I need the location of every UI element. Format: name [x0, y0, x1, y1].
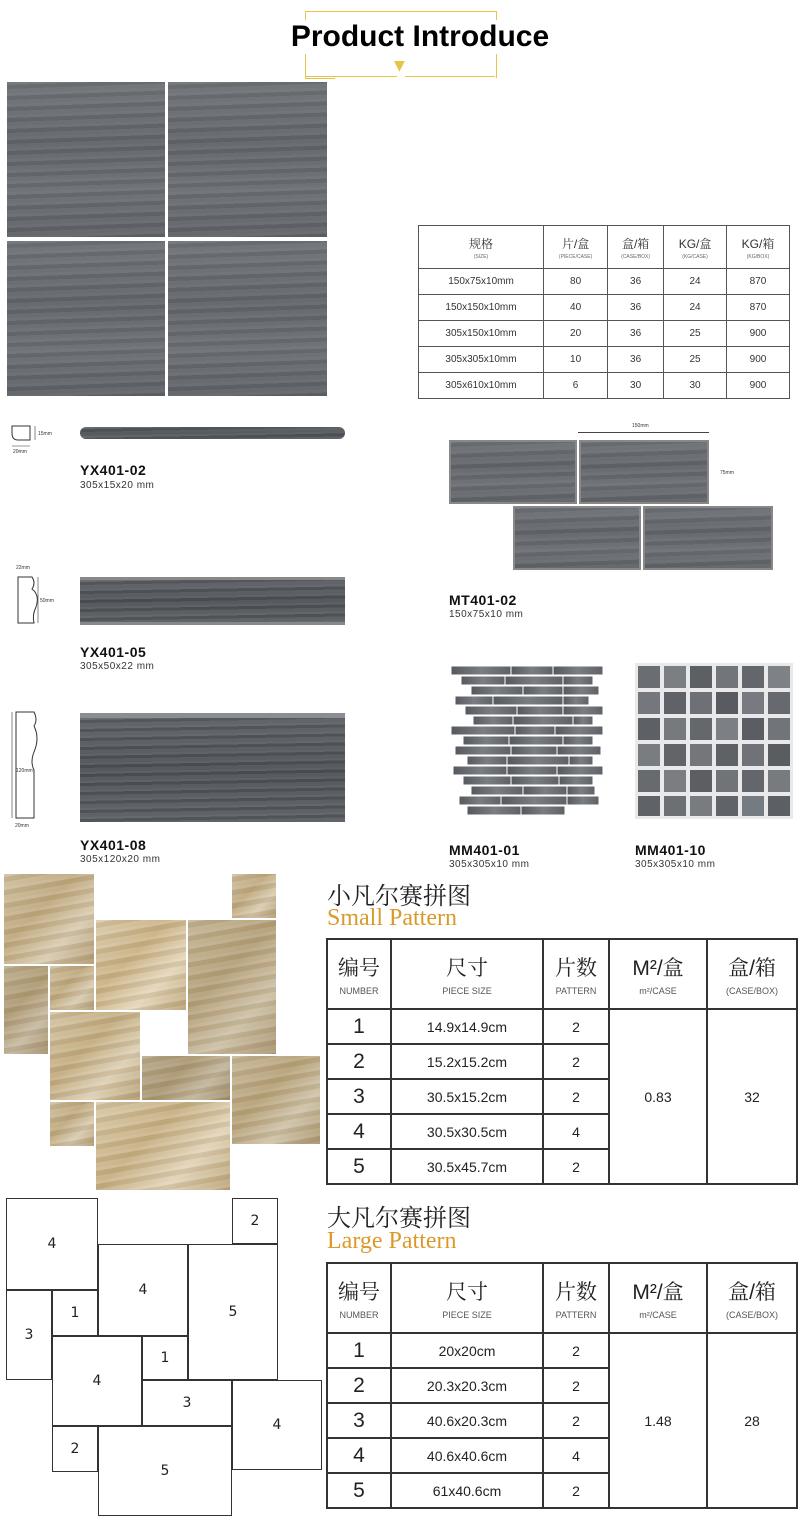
product-code: MT401-02	[449, 592, 517, 608]
tile-image	[168, 241, 327, 396]
table-row	[419, 295, 790, 321]
table-cell: 2	[543, 1079, 609, 1114]
table-cell: 30.5x15.2cm	[391, 1079, 543, 1114]
table-cell: 2	[543, 1009, 609, 1044]
table-cell: 30.5x30.5cm	[391, 1114, 543, 1149]
table-header: M²/盒 m²/CASE	[609, 1263, 707, 1333]
tile-image	[643, 506, 773, 570]
mosaic-image	[635, 663, 793, 819]
dimension-label: 22mm	[16, 565, 30, 571]
table-row	[419, 347, 790, 373]
table-cell: 2	[543, 1149, 609, 1184]
molding-image	[80, 427, 345, 439]
product-size: 305x305x10 mm	[449, 859, 530, 870]
table-cell: 20	[544, 321, 608, 347]
table-cell: 1	[327, 1333, 391, 1368]
large-pattern-title-en: Large Pattern	[327, 1228, 457, 1254]
table-cell: 305x150x10mm	[419, 321, 544, 347]
molding-image	[80, 713, 345, 822]
table-cell: 4	[543, 1438, 609, 1473]
chevron-down-icon: ▼	[394, 58, 405, 74]
layout-piece: 4	[6, 1198, 98, 1290]
layout-piece: 3	[142, 1380, 232, 1426]
layout-piece: 3	[6, 1290, 52, 1380]
product-code: YX401-05	[80, 644, 147, 660]
table-header: 片数 PATTERN	[543, 1263, 609, 1333]
layout-piece: 4	[232, 1380, 322, 1470]
table-cell: 40.6x40.6cm	[391, 1438, 543, 1473]
table-header: 片数 PATTERN	[543, 939, 609, 1009]
table-header: 盒/箱 (CASE/BOX)	[608, 226, 664, 269]
table-header: KG/盒 (KG/CASE)	[664, 226, 727, 269]
table-cell: 28	[707, 1333, 797, 1508]
table-cell: 2	[327, 1044, 391, 1079]
table-cell: 80	[544, 269, 608, 295]
tile-image	[7, 241, 165, 396]
table-row	[327, 1009, 797, 1044]
table-cell: 150x150x10mm	[419, 295, 544, 321]
table-cell: 15.2x15.2cm	[391, 1044, 543, 1079]
tile-image	[579, 440, 709, 504]
pattern-layout-diagram	[6, 1198, 322, 1516]
table-cell: 870	[727, 295, 790, 321]
tile-image	[168, 82, 327, 237]
table-cell: 3	[327, 1079, 391, 1114]
table-cell: 2	[543, 1368, 609, 1403]
table-header: 编号 NUMBER	[327, 939, 391, 1009]
product-code: YX401-02	[80, 462, 147, 478]
table-header-row	[419, 226, 790, 269]
table-cell: 25	[664, 321, 727, 347]
table-cell: 2	[543, 1473, 609, 1508]
small-pattern-title-en: Small Pattern	[327, 905, 457, 931]
product-size: 305x120x20 mm	[80, 854, 161, 865]
table-cell: 20x20cm	[391, 1333, 543, 1368]
table-cell: 3	[327, 1403, 391, 1438]
title-underline-left	[305, 76, 397, 77]
product-code: YX401-08	[80, 837, 147, 853]
table-cell: 5	[327, 1149, 391, 1184]
table-cell: 30	[664, 373, 727, 399]
table-row	[419, 269, 790, 295]
table-header: M²/盒 m²/CASE	[609, 939, 707, 1009]
table-cell: 6	[544, 373, 608, 399]
table-header: 盒/箱 (CASE/BOX)	[707, 939, 797, 1009]
table-header: 编号 NUMBER	[327, 1263, 391, 1333]
layout-piece: 2	[52, 1426, 98, 1472]
profile-diagram	[8, 706, 48, 824]
table-cell: 20.3x20.3cm	[391, 1368, 543, 1403]
product-size: 305x305x10 mm	[635, 859, 716, 870]
table-header: 尺寸 PIECE SIZE	[391, 939, 543, 1009]
table-header-row	[327, 939, 797, 1009]
layout-piece: 2	[232, 1198, 278, 1244]
table-cell: 36	[608, 321, 664, 347]
table-header: 片/盒 (PIECE/CASE)	[544, 226, 608, 269]
dimension-label: 50mm	[40, 598, 54, 604]
layout-piece: 4	[52, 1336, 142, 1426]
table-cell: 25	[664, 347, 727, 373]
table-cell: 24	[664, 269, 727, 295]
table-row	[419, 373, 790, 399]
table-cell: 14.9x14.9cm	[391, 1009, 543, 1044]
table-cell: 24	[664, 295, 727, 321]
title-underline-right	[405, 76, 495, 77]
layout-piece: 5	[98, 1426, 232, 1516]
table-cell: 4	[327, 1114, 391, 1149]
table-header: KG/箱 (KG/BOX)	[727, 226, 790, 269]
dimension-label: 15mm	[38, 431, 52, 437]
layout-piece: 1	[142, 1336, 188, 1380]
product-code: MM401-10	[635, 842, 706, 858]
dimension-label: 75mm	[720, 470, 734, 476]
product-size: 305x50x22 mm	[80, 661, 155, 672]
table-header: 规格 (SIZE)	[419, 226, 544, 269]
table-header: 尺寸 PIECE SIZE	[391, 1263, 543, 1333]
table-cell: 2	[543, 1044, 609, 1079]
dimension-line	[578, 432, 709, 433]
large-pattern-table	[326, 1262, 798, 1509]
table-cell: 2	[327, 1368, 391, 1403]
tile-image	[513, 506, 641, 570]
table-cell: 32	[707, 1009, 797, 1184]
table-cell: 305x305x10mm	[419, 347, 544, 373]
table-row	[327, 1333, 797, 1368]
dimension-label: 20mm	[13, 449, 27, 455]
table-cell: 150x75x10mm	[419, 269, 544, 295]
tile-image	[7, 82, 165, 237]
table-cell: 900	[727, 347, 790, 373]
large-pattern-title-cn: 大凡尔赛拼图	[327, 1204, 471, 1232]
table-cell: 40	[544, 295, 608, 321]
layout-piece: 5	[188, 1244, 278, 1380]
product-size: 150x75x10 mm	[449, 609, 524, 620]
small-pattern-title-cn: 小凡尔赛拼图	[327, 882, 471, 910]
dimension-label: 120mm	[16, 768, 33, 774]
table-cell: 36	[608, 295, 664, 321]
travertine-pattern-image	[4, 874, 320, 1190]
table-cell: 4	[327, 1438, 391, 1473]
table-cell: 30	[608, 373, 664, 399]
tile-image	[449, 440, 577, 504]
table-cell: 5	[327, 1473, 391, 1508]
table-cell: 2	[543, 1403, 609, 1438]
table-row	[419, 321, 790, 347]
table-cell: 870	[727, 269, 790, 295]
dimension-label: 20mm	[15, 823, 29, 829]
table-header-row	[327, 1263, 797, 1333]
table-cell: 1.48	[609, 1333, 707, 1508]
table-cell: 900	[727, 321, 790, 347]
table-cell: 2	[543, 1333, 609, 1368]
product-code: MM401-01	[449, 842, 520, 858]
table-cell: 10	[544, 347, 608, 373]
small-pattern-table	[326, 938, 798, 1185]
dimension-label: 150mm	[632, 423, 649, 429]
table-cell: 0.83	[609, 1009, 707, 1184]
table-cell: 40.6x20.3cm	[391, 1403, 543, 1438]
page-title: Product Introduce	[270, 20, 570, 54]
table-cell: 1	[327, 1009, 391, 1044]
table-cell: 305x610x10mm	[419, 373, 544, 399]
table-cell: 4	[543, 1114, 609, 1149]
table-cell: 36	[608, 269, 664, 295]
layout-piece: 4	[98, 1244, 188, 1336]
molding-image	[80, 577, 345, 625]
product-size: 305x15x20 mm	[80, 480, 155, 491]
table-header: 盒/箱 (CASE/BOX)	[707, 1263, 797, 1333]
table-cell: 900	[727, 373, 790, 399]
layout-piece: 1	[52, 1290, 98, 1336]
table-cell: 30.5x45.7cm	[391, 1149, 543, 1184]
table-cell: 61x40.6cm	[391, 1473, 543, 1508]
mosaic-image	[449, 662, 609, 822]
spec-table	[418, 225, 790, 399]
table-cell: 36	[608, 347, 664, 373]
